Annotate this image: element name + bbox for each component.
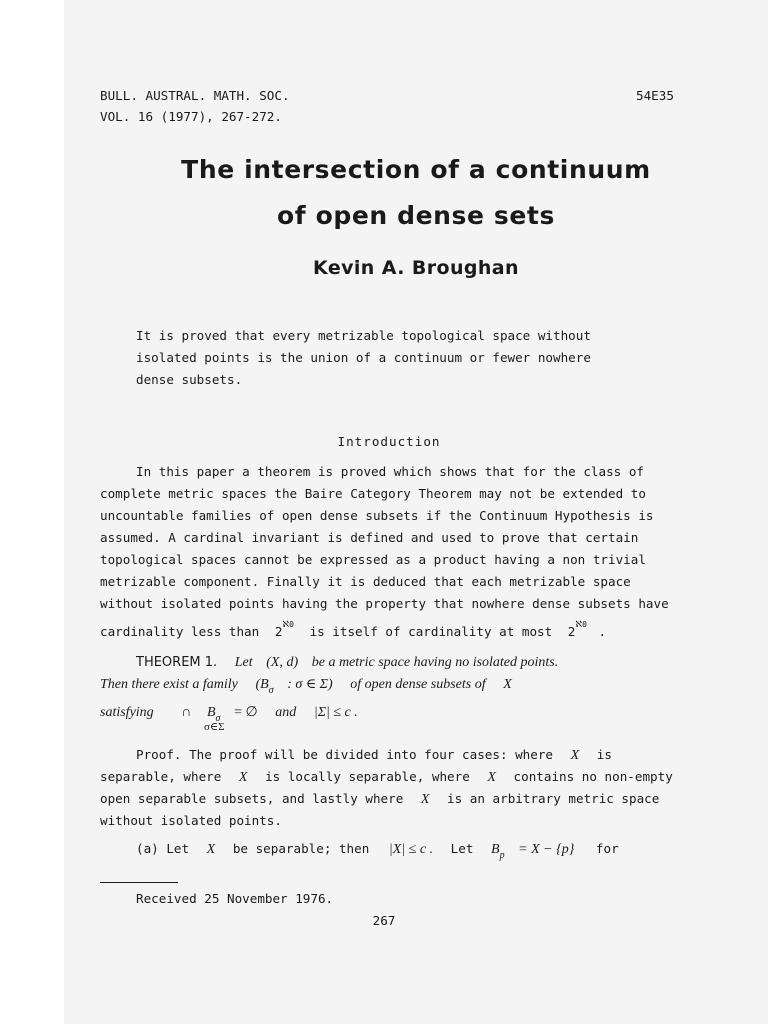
proof-line-3: open separable subsets, and lastly where X is an arbitrary metric space bbox=[100, 791, 660, 807]
intro-line: In this paper a theorem is proved which shows that for the class of bbox=[136, 464, 644, 479]
proof-line-2: separable, where X is locally separable, where X contains no non-empty bbox=[100, 769, 673, 785]
journal-name: BULL. AUSTRAL. MATH. SOC. bbox=[100, 88, 290, 103]
theorem-label: THEOREM 1. bbox=[136, 655, 218, 670]
footnote-rule bbox=[100, 882, 178, 883]
intro-line: topological spaces cannot be expressed as a product having a non trivial bbox=[100, 552, 646, 567]
paper-page bbox=[64, 0, 768, 1024]
theorem-line-1: THEOREM 1. Let (X, d) be a metric space having no isolated points. bbox=[136, 655, 559, 670]
intro-line: uncountable families of open dense subsets if the Continuum Hypothesis is bbox=[100, 508, 654, 523]
proof-line-4: without isolated points. bbox=[100, 813, 282, 828]
cardinal-power: $2^{ℵ0}$ bbox=[567, 620, 587, 639]
classification-code: 54E35 bbox=[636, 88, 674, 103]
intro-line: complete metric spaces the Baire Category Theorem may not be extended to bbox=[100, 486, 646, 501]
abstract-line: isolated points is the union of a continuum or fewer nowhere bbox=[136, 350, 591, 365]
section-heading: Introduction bbox=[337, 434, 441, 449]
intro-text: is itself of cardinality at most bbox=[309, 624, 553, 639]
theorem-line-3: satisfying ∩ $B_\sigma$ = ∅ and |Σ| ≤ c . bbox=[100, 705, 358, 724]
volume-info: VOL. 16 (1977), 267-272. bbox=[100, 109, 282, 124]
page-number: 267 bbox=[372, 913, 396, 928]
intersection-index: σ∈Σ bbox=[204, 721, 225, 733]
intro-last-line: cardinality less than $2^{ℵ0}$ is itself of cardinality at most $2^{ℵ0}$ . bbox=[100, 620, 607, 639]
author-name: Kevin A. Broughan bbox=[313, 257, 519, 279]
cardinal-power: $2^{ℵ0}$ bbox=[274, 620, 294, 639]
footnote: Received 25 November 1976. bbox=[136, 891, 334, 906]
intro-line: assumed. A cardinal invariant is defined and used to prove that certain bbox=[100, 530, 639, 545]
proof-line-5: (a) Let X be separable; then |X| ≤ c . Let $B_p = X - \{p\}$ for bbox=[136, 841, 619, 861]
proof-line-1: Proof. The proof will be divided into four cases: where X is bbox=[136, 747, 612, 763]
title-line-2: of open dense sets bbox=[277, 201, 555, 230]
intro-line: without isolated points having the property that nowhere dense subsets have bbox=[100, 596, 669, 611]
intro-text: cardinality less than bbox=[100, 624, 260, 639]
intro-line: metrizable component. Finally it is deduced that each metrizable space bbox=[100, 574, 631, 589]
abstract-line: dense subsets. bbox=[136, 372, 243, 387]
theorem-line-2: Then there exist a family ($B_\sigma$ : σ ∈ Σ) of open dense subsets of X bbox=[100, 677, 512, 696]
abstract-line: It is proved that every metrizable topological space without bbox=[136, 328, 591, 343]
title-line-1: The intersection of a continuum bbox=[181, 155, 651, 184]
